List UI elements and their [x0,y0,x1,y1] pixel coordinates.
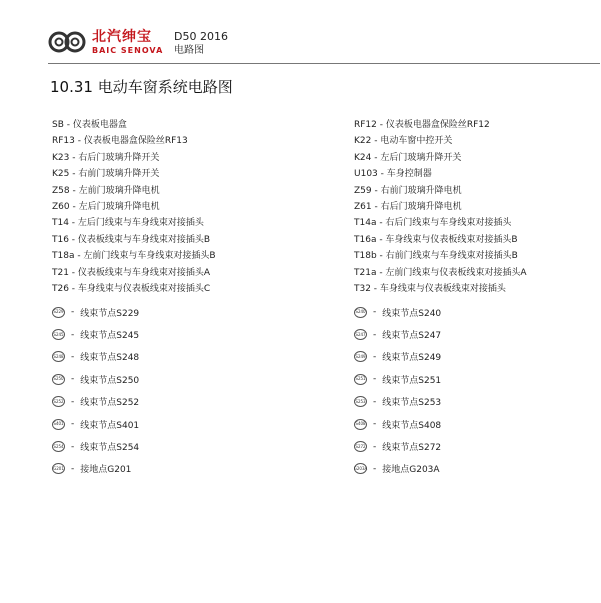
component-item: Z59 - 右前门玻璃升降电机 [354,185,462,196]
harness-node-icon: S248 [52,351,65,362]
component-item: T14 - 左后门线束与车身线束对接插头 [52,218,204,229]
component-list-left [52,117,322,297]
harness-node-icon: S272 [354,441,367,452]
component-item: T16 - 仪表板线束与车身线束对接插头B [52,234,211,245]
node-item [52,301,322,323]
node-label: 线束节点S247 [382,331,442,342]
component-item: T18b - 右前门线束与车身线束对接插头B [354,251,518,262]
node-label: 线束节点S250 [80,375,140,386]
harness-node-icon: S247 [354,329,367,340]
harness-node-icon: S252 [52,396,65,407]
node-label: 线束节点S272 [382,443,442,454]
node-item [354,346,601,368]
component-item: T21 - 仪表板线束与车身线束对接插头A [52,267,211,278]
node-item [52,346,322,368]
node-list-left [52,301,322,480]
component-item: K23 - 右后门玻璃升降开关 [52,152,160,163]
node-item [354,323,601,345]
brand-name [92,30,163,56]
harness-node-icon: G201 [52,463,65,474]
component-list-right [354,117,601,297]
node-separator: - [373,396,377,407]
component-item: U103 - 车身控制器 [354,169,432,180]
node-label: 线束节点S401 [80,420,140,431]
node-separator: - [373,441,377,452]
section-title: 10.31 电动车窗系统电路图 [50,78,233,96]
component-item: SB - 仪表板电器盒 [52,120,127,130]
node-item [354,435,601,457]
component-item: Z61 - 右后门玻璃升降电机 [354,201,462,212]
node-separator: - [373,463,377,474]
node-label: 线束节点S253 [382,398,442,409]
node-separator: - [71,463,75,474]
harness-node-icon: S253 [354,396,367,407]
node-separator: - [373,374,377,385]
node-item [354,301,601,323]
node-separator: - [71,374,75,385]
harness-node-icon: S401 [52,419,65,430]
node-label: 线束节点S248 [80,353,140,364]
header-divider [48,63,600,64]
baic-logo-icon [48,30,86,54]
brand-name-cn: 北汽绅宝 [92,29,152,45]
node-item [52,435,322,457]
node-separator: - [373,351,377,362]
component-item: T18a - 左前门线束与车身线束对接插头B [52,251,216,262]
node-item [52,368,322,390]
node-item [52,458,322,480]
node-separator: - [71,419,75,430]
node-item [52,413,322,435]
node-separator: - [373,419,377,430]
node-separator: - [71,396,75,407]
harness-node-icon: S251 [354,374,367,385]
node-label: 线束节点S251 [382,375,442,386]
node-label: 线束节点S408 [382,420,442,431]
brand-name-en: BAIC SENOVA [92,46,164,55]
node-label: 线束节点S229 [80,308,140,319]
model-label: D50 2016 [174,30,228,43]
node-label: 线束节点S245 [80,331,140,342]
harness-node-icon: S240 [354,307,367,318]
node-item [354,368,601,390]
component-item: T16a - 车身线束与仪表板线束对接插头B [354,234,518,245]
component-item: K24 - 左后门玻璃升降开关 [354,152,462,163]
node-item [354,458,601,480]
node-label: 线束节点S240 [382,308,442,319]
component-item: Z58 - 左前门玻璃升降电机 [52,185,160,196]
component-item: T21a - 左前门线束与仪表板线束对接插头A [354,267,527,278]
node-separator: - [71,307,75,318]
node-item [354,391,601,413]
component-item: K25 - 右前门玻璃升降开关 [52,169,160,180]
node-label: 线束节点S254 [80,443,140,454]
page-header [48,24,568,68]
harness-node-icon: S229 [52,307,65,318]
node-separator: - [373,307,377,318]
node-separator: - [373,329,377,340]
component-item: RF12 - 仪表板电器盒保险丝RF12 [354,120,490,130]
node-item [52,391,322,413]
node-separator: - [71,441,75,452]
node-separator: - [71,329,75,340]
component-item: K22 - 电动车窗中控开关 [354,136,453,147]
harness-node-icon: S250 [52,374,65,385]
harness-node-icon: S254 [52,441,65,452]
node-list-right [354,301,601,480]
node-label: 线束节点S252 [80,398,140,409]
component-item: RF13 - 仪表板电器盒保险丝RF13 [52,136,188,147]
node-label: 线束节点S249 [382,353,442,364]
harness-node-icon: S408 [354,419,367,430]
component-item: T26 - 车身线束与仪表板线束对接插头C [52,283,211,294]
node-item [354,413,601,435]
document-type: 电路图 [174,45,204,56]
component-item: Z60 - 左后门玻璃升降电机 [52,201,160,212]
node-separator: - [71,351,75,362]
component-item: T32 - 车身线束与仪表板线束对接插头 [354,283,506,294]
harness-node-icon: G203A [354,463,367,474]
harness-node-icon: S245 [52,329,65,340]
node-label: 接地点G201 [80,465,132,476]
component-item: T14a - 右后门线束与车身线束对接插头 [354,218,512,229]
harness-node-icon: S249 [354,351,367,362]
node-item [52,323,322,345]
node-label: 接地点G203A [382,465,440,476]
